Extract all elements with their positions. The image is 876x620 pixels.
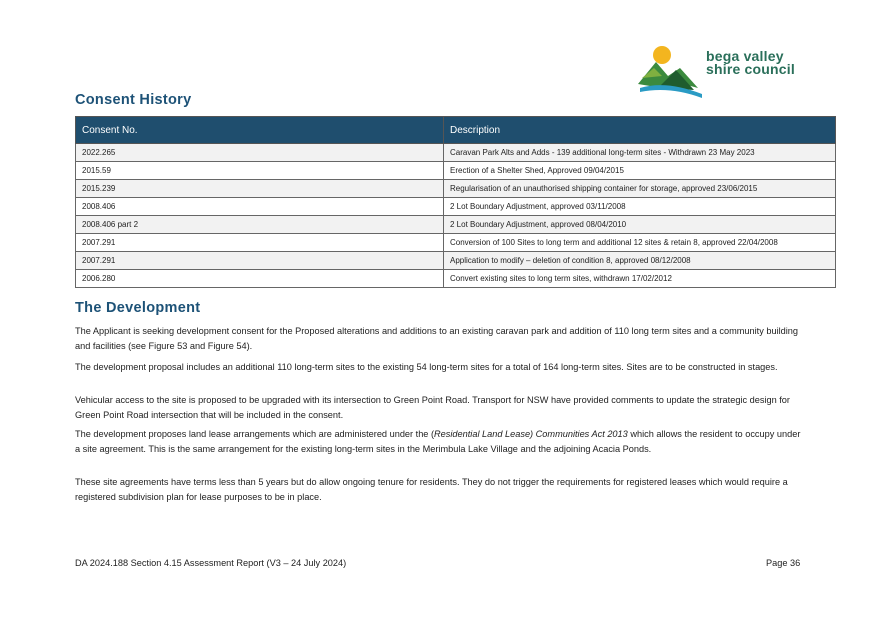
description-cell: Convert existing sites to long term sites, withdrawn 17/02/2012 xyxy=(444,270,836,288)
table-row xyxy=(76,180,836,198)
consent-no-cell: 2008.406 xyxy=(76,198,444,216)
logo-line-2: shire council xyxy=(706,61,795,77)
bega-valley-logo xyxy=(636,42,806,102)
development-paragraph-3: Vehicular access to the site is proposed to be upgraded with its intersection to Green Point Road. Transport for NSW have provided comments to update the strategic design for Green Point Road intersection that will be included in the consent. xyxy=(75,395,790,420)
consent-no-cell: 2007.291 xyxy=(76,252,444,270)
description-cell: Caravan Park Alts and Adds - 139 additional long-term sites - Withdrawn 23 May 2023 xyxy=(444,144,836,162)
logo-mountains-icon xyxy=(636,42,706,100)
table-row xyxy=(76,198,836,216)
description-cell: 2 Lot Boundary Adjustment, approved 03/11/2008 xyxy=(444,198,836,216)
the-development-heading: The Development xyxy=(75,300,201,316)
table-row xyxy=(76,216,836,234)
table-row xyxy=(76,234,836,252)
consent-no-cell: 2006.280 xyxy=(76,270,444,288)
development-paragraph-2: The development proposal includes an additional 110 long-term sites to the existing 54 long-term sites for a total of 164 long-term sites. Sites are to be constructed in stages. xyxy=(75,362,778,372)
table-header-row xyxy=(76,117,836,144)
table-row xyxy=(76,270,836,288)
table-row xyxy=(76,252,836,270)
column-header-consent-no: Consent No. xyxy=(76,117,444,144)
footer-report-title: DA 2024.188 Section 4.15 Assessment Report (V3 – 24 July 2024) xyxy=(75,558,347,568)
consent-history-table xyxy=(75,116,836,288)
description-cell: Application to modify – deletion of condition 8, approved 08/12/2008 xyxy=(444,252,836,270)
consent-no-cell: 2015.59 xyxy=(76,162,444,180)
description-cell: Erection of a Shelter Shed, Approved 09/04/2015 xyxy=(444,162,836,180)
consent-no-cell: 2015.239 xyxy=(76,180,444,198)
description-cell: Regularisation of an unauthorised shipping container for storage, approved 23/06/2015 xyxy=(444,180,836,198)
consent-history-heading: Consent History xyxy=(75,92,192,108)
consent-no-cell: 2008.406 part 2 xyxy=(76,216,444,234)
description-cell: Conversion of 100 Sites to long term and additional 12 sites & retain 8, approved 22/04/2008 xyxy=(444,234,836,252)
development-paragraph-1: The Applicant is seeking development consent for the Proposed alterations and additions to an existing caravan park and addition of 110 long term sites and a community building and facilities (see Figure 53 and Figure 54). xyxy=(75,326,799,351)
table-row xyxy=(76,144,836,162)
footer-page-number: Page 36 xyxy=(766,558,801,568)
development-paragraph-4 xyxy=(75,427,805,457)
development-paragraph-5: These site agreements have terms less than 5 years but do allow ongoing tenure for residents. They do not trigger the requirements for registered leases which would require a registered subdivision plan for lease purposes to be in place. xyxy=(75,477,788,502)
logo-line-1: bega valley xyxy=(706,48,784,64)
consent-no-cell: 2022.265 xyxy=(76,144,444,162)
consent-no-cell: 2007.291 xyxy=(76,234,444,252)
table-row xyxy=(76,162,836,180)
column-header-description: Description xyxy=(444,117,836,144)
act-name-italic: Residential Land Lease) Communities Act 2013 xyxy=(434,429,628,439)
paragraph-4-text-start: The development proposes land lease arrangements which are administered under the ( xyxy=(75,429,435,439)
description-cell: 2 Lot Boundary Adjustment, approved 08/04/2010 xyxy=(444,216,836,234)
paragraph-4-text-end: which allows the resident to occupy under a site agreement. This is the same arrangement for the existing long-term sites in the Merimbula Lake Village and the adjoining Acacia Ponds. xyxy=(75,429,801,454)
